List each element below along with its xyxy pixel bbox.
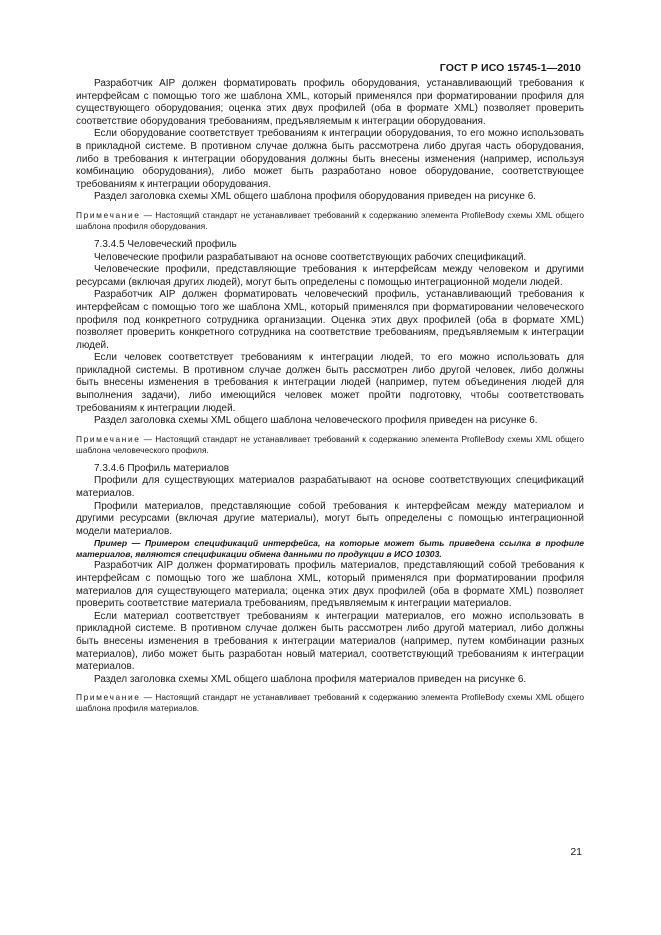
paragraph: Если человек соответствует требованиям к интеграции людей, то его можно использовать для прикладной системы. В противном случае должен быть рассмотрен либо другой человек, либо должны быть внесены изменения в требования к интеграции людей (например, путем объединения людей для выполнения задачи), либо имеющийся человек может пройти подготовку, чтобы соответствовать требованиям к интеграции людей. <box>76 352 584 414</box>
page-number: 21 <box>570 846 582 858</box>
paragraph: Если материал соответствует требованиям к интеграции материалов, его можно использовать в прикладной системе. В противном случае должен быть рассмотрен либо другой материал, либо должны быть внесены изменения в требования к интеграции материалов (например, путем комбинации разных материалов), либо может быть разработан новый материал, соответствующий требованиям к интеграции материалов. <box>76 610 584 673</box>
note-text: — Настоящий стандарт не устанавливает требований к содержанию элемента ProfileBody схемы XML общего шаблона профиля оборудования. <box>76 209 584 231</box>
paragraph: Разработчик AIP должен форматировать человеческий профиль, устанавливающий требования к интерфейсам с помощью того же шаблона XML, который применялся при форматировании человеческого профиля под конкретного сотрудника организации. Оценка этих двух профилей (оба в формате XML) позволяет проверить конкретного сотрудника на соответствие требованиям, предъявляемым к интеграции людей. <box>76 289 584 351</box>
paragraph: Если оборудование соответствует требованиям к интеграции оборудования, то его можно использовать в прикладной системе. В противном случае должна быть рассмотрена либо другая часть оборудования, либо в требования к интеграции оборудования должны быть внесены изменения (например, используя комбинацию оборудования), либо может быть разработано новое оборудование, соответствующее требованиям к интеграции оборудования. <box>76 128 584 190</box>
paragraph: Разработчик AIP должен форматировать профиль материалов, представляющий собой требования к интерфейсам с помощью того же шаблона XML, который применялся при форматировании профиля материалов для существующего материала; оценка этих двух профилей (оба в формате XML) позволяет проверить соответствие материала требованиям, предъявляемым к интеграции материалов. <box>76 560 584 610</box>
note-label: Примечание <box>76 209 141 220</box>
section-heading: 7.3.4.5 Человеческий профиль <box>94 238 237 250</box>
paragraph: Раздел заголовка схемы XML общего шаблона человеческого профиля приведен на рисунке 6. <box>94 415 538 427</box>
section-heading: 7.3.4.6 Профиль материалов <box>94 462 230 474</box>
paragraph: Разработчик AIP должен форматировать профиль оборудования, устанавливающий требования к интерфейсам с помощью того же шаблона XML, который применялся при форматировании профиля для существующего оборудования; оценка этих двух профилей (оба в формате XML) позволяет проверить соответствие оборудования требованиям, предъявляемым к интеграции оборудования. <box>76 78 584 127</box>
note <box>76 210 584 232</box>
paragraph: Человеческие профили, представляющие требования к интерфейсам между человеком и другими ресурсами (включая других людей), могут быть определены с помощью интеграционной модели людей. <box>76 264 584 288</box>
note-label: Примечание <box>76 692 141 703</box>
paragraph: Раздел заголовка схемы XML общего шаблона профиля материалов приведен на рисунке 6. <box>94 673 527 685</box>
document-id-header: ГОСТ Р ИСО 15745-1—2010 <box>439 62 581 74</box>
paragraph: Профили материалов, представляющие собой требования к интерфейсам между материалом и другими ресурсами (включая другие материалы), могут быть определены с помощью интеграционной модели материалов. <box>76 500 584 537</box>
note-text: — Настоящий стандарт не устанавливает требований к содержанию элемента ProfileBody схемы XML общего шаблона профиля материалов. <box>76 692 584 714</box>
paragraph: Раздел заголовка схемы XML общего шаблона профиля оборудования приведен на рисунке 6. <box>94 191 537 203</box>
paragraph: Человеческие профили разрабатывают на основе соответствующих рабочих спецификаций. <box>94 251 527 263</box>
note-label: Примечание <box>76 433 141 444</box>
note <box>76 692 584 714</box>
body-text <box>76 78 584 721</box>
note <box>76 434 584 456</box>
paragraph: Профили для существующих материалов разрабатывают на основе соответствующих спецификаций материалов. <box>76 475 584 500</box>
example: Пример — Примером спецификаций интерфейса, на которые может быть приведена ссылка в профиле материалов, являются спецификации обмена данными по продукции в ИСО 10303. <box>76 538 584 560</box>
note-text: — Настоящий стандарт не устанавливает требований к содержанию элемента ProfileBody схемы XML общего шаблона человеческого профиля. <box>76 433 584 455</box>
